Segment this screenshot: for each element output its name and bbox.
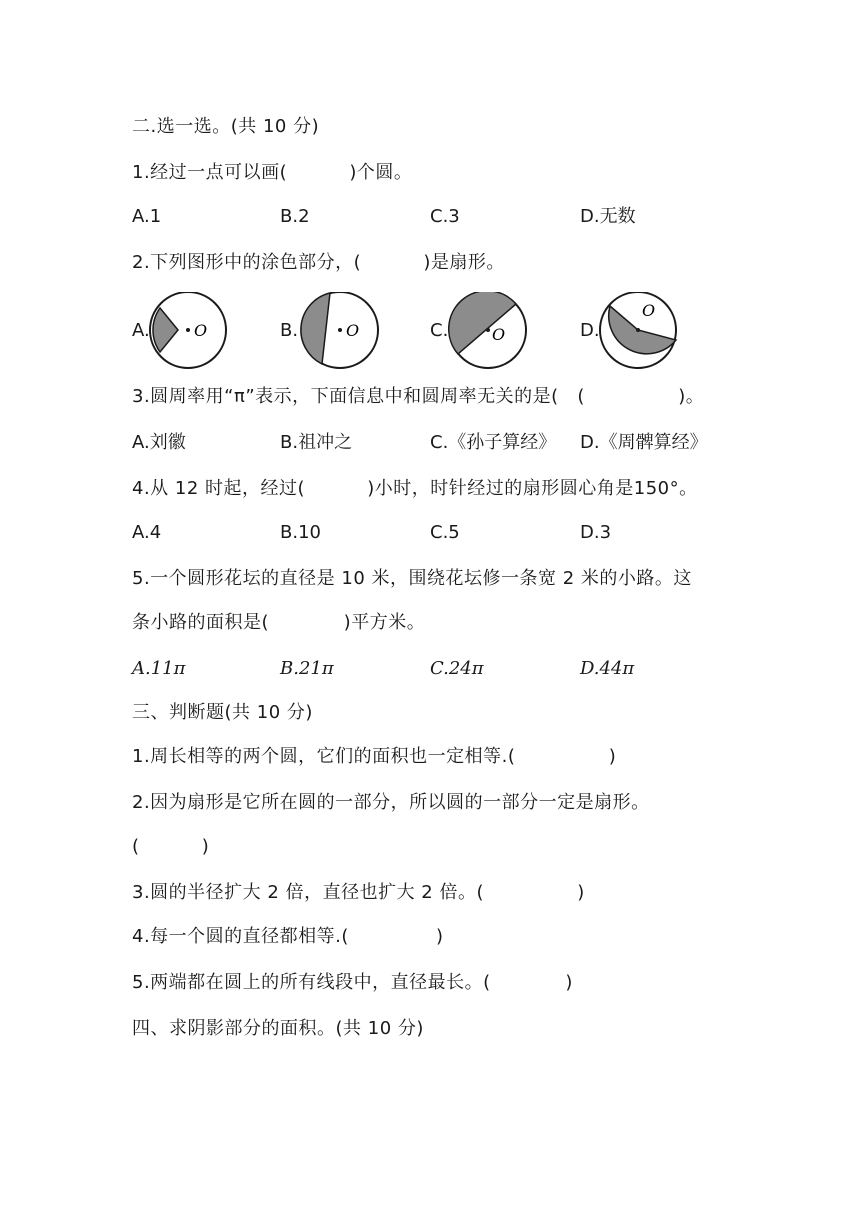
- judge-item-2-blank: ( ): [132, 836, 210, 857]
- judge-item-2: 2.因为扇形是它所在圆的一部分，所以圆的一部分一定是扇形。: [132, 792, 650, 813]
- q3-option-c: C.《孙子算经》: [430, 432, 557, 453]
- q2-option-c-label: C.: [430, 320, 449, 341]
- q2-figure-d: [598, 292, 688, 372]
- q3-stem: 3.圆周率用“π”表示，下面信息中和圆周率无关的是( ( )。: [132, 386, 705, 407]
- q2-figure-c: [448, 292, 538, 372]
- q4-option-c: C.5: [430, 522, 460, 543]
- center-dot: [186, 328, 190, 332]
- q5-stem-line2: 条小路的面积是( )平方米。: [132, 612, 426, 633]
- q4-option-b: B.10: [280, 522, 321, 543]
- center-label: O: [194, 321, 208, 340]
- q1-option-d: D.无数: [580, 206, 636, 227]
- q5-option-a: A.11π: [132, 658, 186, 679]
- q2-option-d-label: D.: [580, 320, 600, 341]
- q5-option-c: C.24π: [430, 658, 484, 679]
- center-dot: [338, 328, 342, 332]
- q1-option-c: C.3: [430, 206, 460, 227]
- center-dot: [486, 328, 490, 332]
- section3-heading: 三、判断题(共 10 分): [132, 702, 313, 723]
- q1-stem: 1.经过一点可以画( )个圆。: [132, 162, 413, 183]
- judge-item-5: 5.两端都在圆上的所有线段中，直径最长。( ): [132, 972, 573, 993]
- q2-option-a-label: A.: [132, 320, 150, 341]
- judge-item-3: 3.圆的半径扩大 2 倍，直径也扩大 2 倍。( ): [132, 882, 585, 903]
- q2-figure-b: [296, 292, 386, 372]
- center-label: O: [642, 301, 656, 320]
- q2-option-b-label: B.: [280, 320, 299, 341]
- center-label: O: [346, 321, 360, 340]
- q3-option-d: D.《周髀算经》: [580, 432, 708, 453]
- judge-item-4: 4.每一个圆的直径都相等.( ): [132, 926, 444, 947]
- q2-figure-a: [148, 292, 238, 372]
- q5-option-d: D.44π: [580, 658, 635, 679]
- judge-item-1: 1.周长相等的两个圆，它们的面积也一定相等.( ): [132, 746, 617, 767]
- q5-stem-line1: 5.一个圆形花坛的直径是 10 米，围绕花坛修一条宽 2 米的小路。这: [132, 568, 692, 589]
- center-label: O: [492, 325, 506, 344]
- q4-option-d: D.3: [580, 522, 612, 543]
- q1-option-b: B.2: [280, 206, 310, 227]
- q3-option-b: B.祖冲之: [280, 432, 353, 453]
- section4-heading: 四、求阴影部分的面积。(共 10 分): [132, 1018, 424, 1039]
- q1-option-a: A.1: [132, 206, 162, 227]
- q5-option-b: B.21π: [280, 658, 334, 679]
- section2-heading: 二.选一选。(共 10 分): [132, 116, 320, 137]
- center-dot: [636, 328, 640, 332]
- q2-stem: 2.下列图形中的涂色部分，( )是扇形。: [132, 252, 505, 273]
- q4-stem: 4.从 12 时起，经过( )小时，时针经过的扇形圆心角是150°。: [132, 478, 698, 499]
- q3-option-a: A.刘徽: [132, 432, 186, 453]
- q4-option-a: A.4: [132, 522, 162, 543]
